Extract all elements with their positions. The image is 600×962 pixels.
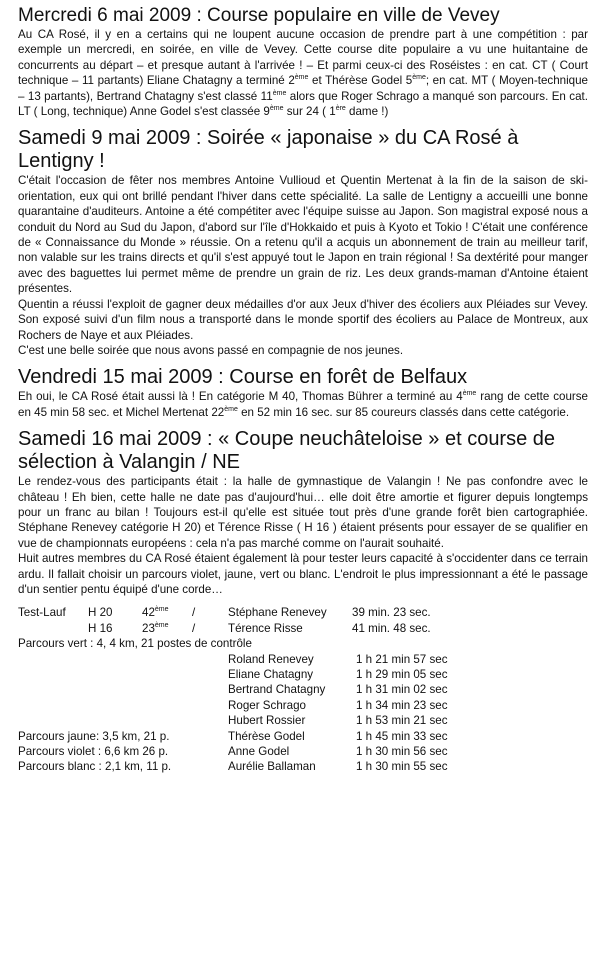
result-row <box>18 698 588 713</box>
runner-time: 1 h 30 min 56 sec <box>356 744 448 758</box>
runner-name: Aurélie Ballaman <box>228 760 316 774</box>
result-row <box>18 652 588 667</box>
runner-time: 1 h 31 min 02 sec <box>356 683 448 697</box>
text-run: dame !) <box>345 105 389 119</box>
ordinal-suffix: ème <box>462 390 477 398</box>
course-label: Parcours violet : 6,6 km 26 p. <box>18 744 169 758</box>
testlauf-row <box>18 605 588 620</box>
section-title: Mercredi 6 mai 2009 : Course populaire en ville de Vevey <box>18 5 500 26</box>
runner-name: Roland Renevey <box>228 652 314 666</box>
testlauf-place: 42ème <box>142 606 169 620</box>
article-sections <box>18 4 588 597</box>
results-block <box>18 605 588 774</box>
article-section <box>18 127 588 358</box>
text-run: C'était l'occasion de fêter nos membres Antoine Vullioud et Quentin Mertenat à la fin de la saison de ski-orientation, eux qui ont brillé pendant l'hiver dans cette spécialité. La salle de Lentigny a accueilli une bonne quarantaine d'auditeurs. Antoine a été compétiter avec l'équipe suisse au Japon. Son magistral exposé nous a conduit du Nord au Sud du Japon, d'abord sur l'île d'Hokkaido et puis à Kyoto et Tokio ! C'était une conférence de « Connaissance du Monde » réussie. On a retenu qu'il a acquis un abonnement de train au meilleur tarif, non valable sur les trains directs et qu'il s'est appuyé tout le Japon en train régional ! Sa dextérité pour manger avec des baguettes lui permet même de prendre un grain de riz. Les deux grands-maman d'Antoine étaient présentes. <box>18 174 588 296</box>
testlauf-separator: / <box>192 606 196 620</box>
runner-name: Thérèse Godel <box>228 729 305 743</box>
runner-time: 1 h 29 min 05 sec <box>356 667 448 681</box>
article-section <box>18 4 588 119</box>
runner-time: 1 h 34 min 23 sec <box>356 698 448 712</box>
runner-time: 1 h 53 min 21 sec <box>356 714 448 728</box>
ordinal-suffix: ème <box>294 74 309 82</box>
text-run: sur 24 ( 1 <box>283 105 336 119</box>
section-title: Samedi 16 mai 2009 : « Coupe neuchâteloise » et course de sélection à Valangin / NE <box>18 428 556 474</box>
text-run: en 52 min 16 sec. sur 85 coureurs classés dans cette catégorie. <box>237 405 570 419</box>
testlauf-time: 41 min. 48 sec. <box>352 621 431 635</box>
testlauf-category: H 16 <box>88 621 113 635</box>
course-label: Parcours jaune: 3,5 km, 21 p. <box>18 729 170 743</box>
result-row <box>18 682 588 697</box>
runner-name: Bertrand Chatagny <box>228 683 326 697</box>
result-row <box>18 729 588 744</box>
text-run: rang de cette course en 45 min 58 sec. et Michel Mertenat 22 <box>18 390 589 419</box>
testlauf-time: 39 min. 23 sec. <box>352 606 431 620</box>
section-paragraph <box>18 474 588 551</box>
section-title: Vendredi 15 mai 2009 : Course en forêt de Belfaux <box>18 366 468 389</box>
runner-name: Hubert Rossier <box>228 714 306 728</box>
text-run: Quentin a réussi l'exploit de gagner deux médailles d'or aux Jeux d'hiver des écoliers aux Pléiades sur Vevey. Son exposé suivi d'un film nous a transporté dans le monde sportif des écoliers au Palace de Montreux, aux Rochers de Naye et aux Pléiades. <box>18 297 588 342</box>
ordinal-suffix: ème <box>224 405 238 413</box>
section-paragraph <box>18 551 588 597</box>
section-paragraph <box>18 297 588 343</box>
runner-name: Anne Godel <box>228 744 290 758</box>
runner-time: 1 h 45 min 33 sec <box>356 729 448 743</box>
result-row <box>18 713 588 728</box>
article-section <box>18 428 588 597</box>
text-run: Huit autres membres du CA Rosé étaient également là pour tester leurs capacité à s'occidenter dans ce terrain ardu. Il fallait choisir un parcours violet, jaune, vert ou blanc. L'endroit le plus impressionnant a été le passage d'un sentier pentu équipé d'une corde… <box>18 552 588 596</box>
testlauf-name: Térence Risse <box>228 621 303 635</box>
parcours-vert-label: Parcours vert : 4, 4 km, 21 postes de contrôle <box>18 637 252 651</box>
runner-time: 1 h 30 min 55 sec <box>356 760 448 774</box>
testlauf-label: Test-Lauf <box>18 606 66 620</box>
result-row <box>18 667 588 682</box>
text-run: C'est une belle soirée que nous avons passé en compagnie de nos jeunes. <box>18 343 404 357</box>
text-run: et Thérèse Godel 5 <box>308 74 413 88</box>
runner-time: 1 h 21 min 57 sec <box>356 652 448 666</box>
results-list <box>18 652 588 775</box>
testlauf-block <box>18 605 588 636</box>
testlauf-category: H 20 <box>88 606 113 620</box>
text-run: alors que Roger Schrago a manqué son parcours. En cat. LT ( Long, technique) Anne Godel s'est classée 9 <box>18 89 588 119</box>
parcours-vert-row <box>18 636 588 651</box>
text-run: Le rendez-vous des participants était : la halle de gymnastique de Valangin ! Ne pas confondre avec le château ! Eh bien, cette halle ne date pas d'aujourd'hui… elle doit être amortie et figurer depuis longtemps pour un franc au bilan ! Toujours est-il qu'elle est située tout près d'une grande forêt bien cartographiée. Stéphane Renevey catégorie H 20) et Térence Risse ( H 16 ) étaient présents pour essayer de se qualifier en vue de championnats européens : cela n'a pas marché comme on l'aurait souhaité. <box>18 475 588 550</box>
testlauf-name: Stéphane Renevey <box>228 606 327 620</box>
testlauf-place: 23ème <box>142 621 169 635</box>
text-run: Au CA Rosé, il y en a certains qui ne loupent aucune occasion de prendre part à une compétition : par exemple un mercredi, en soirée, en ville de Vevey. Cette course dite populaire a vu une huitantaine de concurrents au départ – et presque autant à l'arrivée ! – Et parmi ceux-ci des Roséistes : en cat. CT ( Court technique – 11 partants) Eliane Chatagny a terminé 2 <box>18 28 588 88</box>
result-row <box>18 759 588 774</box>
section-paragraph <box>18 173 588 296</box>
result-row <box>18 744 588 759</box>
ordinal-suffix: ème <box>269 105 284 113</box>
runner-name: Roger Schrago <box>228 698 306 712</box>
section-title: Samedi 9 mai 2009 : Soirée « japonaise » du CA Rosé à Lentigny ! <box>18 127 519 173</box>
text-run: ; en cat. MT ( Moyen-technique – 13 partants), Bertrand Chatagny s'est classé 11 <box>18 74 589 103</box>
course-label: Parcours blanc : 2,1 km, 11 p. <box>18 760 172 774</box>
section-paragraph <box>18 27 588 119</box>
runner-name: Eliane Chatagny <box>228 667 314 681</box>
ordinal-suffix: ème <box>412 74 426 82</box>
section-paragraph <box>18 343 588 358</box>
ordinal-suffix: ère <box>335 105 346 113</box>
section-paragraph <box>18 389 588 420</box>
testlauf-row <box>18 621 588 636</box>
ordinal-suffix: ème <box>272 89 287 97</box>
article-section <box>18 366 588 420</box>
testlauf-separator: / <box>192 621 196 635</box>
text-run: Eh oui, le CA Rosé était aussi là ! En catégorie M 40, Thomas Bührer a terminé au 4 <box>18 390 463 404</box>
